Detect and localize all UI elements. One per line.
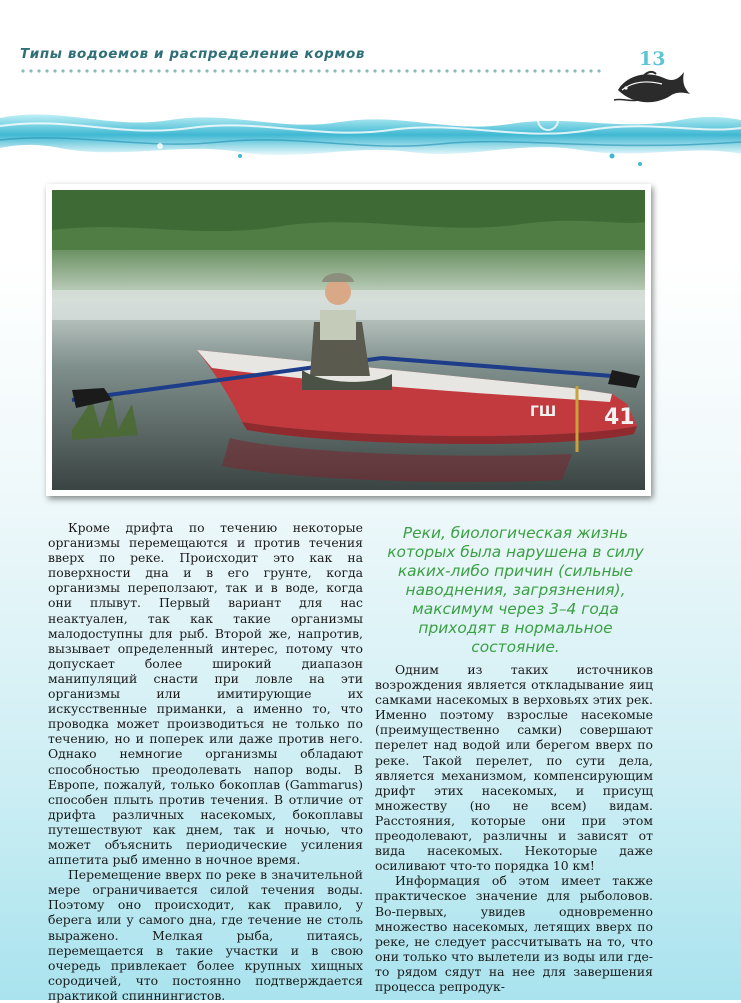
paragraph: Перемещение вверх по реке в значительной мере ограничивается силой течения воды. Поэтому оно происходит, как правило, у берега или у самого дна, где течение не столь выражено. Мелкая рыба, питаясь, перемещается в такие участки и в свою очередь привлекает более крупных хищных сородичей, что постоянно подтверждается практикой спиннингистов. (48, 867, 363, 1003)
page-number: 13 (639, 48, 666, 70)
left-text-column (48, 520, 363, 1003)
paragraph: Информация об этом имеет также практическое значение для рыболовов. Во-первых, увидев одновременно множество насекомых, летящих вверх по реке, не следует рассчитывать на то, что они только что вылетели из воды или где-то рядом сядут на нее для завершения процесса репродук- (375, 873, 653, 994)
page-header (0, 0, 741, 180)
boat-code: ГШ (530, 404, 557, 420)
boat-number: 41 (604, 405, 635, 430)
running-title: Типы водоемов и распределение кормов (20, 46, 365, 62)
paragraph: Одним из таких источников возрождения является откладывание яиц самками насекомых в верховьях этих рек. Именно поэтому взрослые насекомые (преимущественно самки) совершают перелет над водой или берегом вверх по реке. Такой перелет, по сути дела, является механизмом, компенсирующим дрифт этих насекомых, и присущ множеству (но не всем) видам. Расстояния, которые они при этом преодолевают, различны и зависят от вида насекомых. Некоторые даже осиливают что-то порядка 10 км! (375, 662, 653, 874)
paragraph: Кроме дрифта по течению некоторые организмы перемещаются и против течения вверх по реке. Происходит это как на поверхности дна и в его грунте, когда организмы переползают, так и в воде, когда они плывут. Первый вариант для нас неактуален, так как такие организмы малодоступны для рыб. Второй же, напротив, вызывает определенный интерес, потому что допускает более широкий диапазон манипуляций снасти при ловле на эти организмы или имитирующие их искусственные приманки, а именно то, что проводка может производиться не только по течению, но и поперек или даже против него. Однако немногие организмы обладают способностью преодолевать напор воды. В Европе, пожалуй, только бокоплав (Gammarus) способен плыть против течения. В отличие от дрифта различных насекомых, бокоплавы путешествуют как днем, так и ночью, что может объяснить периодические усиления аппетита рыб именно в ночное время. (48, 520, 363, 868)
fisherman-boat-photo (52, 190, 645, 490)
photo-frame (46, 184, 651, 496)
dotted-rule (20, 68, 605, 74)
right-text-column (375, 662, 653, 994)
pull-quote: Реки, биологическая жизнь которых была нарушена в силу каких-либо причин (сильные наводнения, загрязнения), максимум через 3–4 года приходят в нормальное состояние. (387, 524, 644, 656)
water-wave-decoration (0, 98, 741, 178)
